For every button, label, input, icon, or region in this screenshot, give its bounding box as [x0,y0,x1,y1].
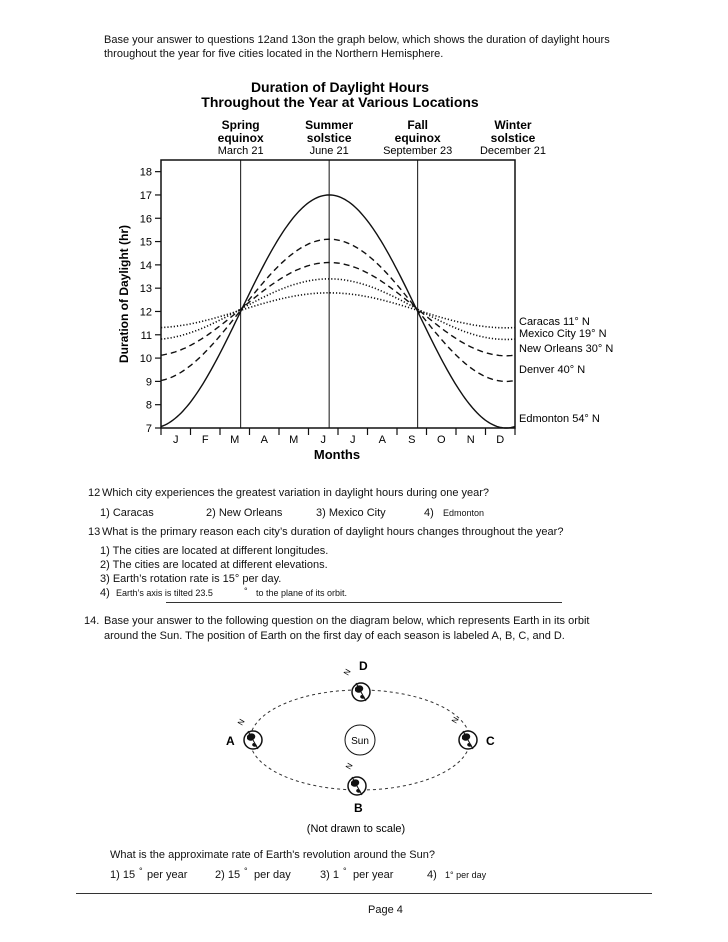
north-marker: N [449,715,461,725]
q14-option-3-text[interactable]: per year [353,869,394,881]
event-date: September 23 [383,145,453,157]
q14-number: 14. [84,615,100,627]
page-number: Page 4 [368,904,403,916]
month-label: A [260,434,268,446]
y-tick-label: 7 [145,423,152,435]
x-axis-label: Months [313,447,361,462]
q13-option-4-number[interactable]: 4) [100,587,110,599]
plot-area [161,160,515,428]
q14-option-3-degree: ° [343,866,347,876]
month-label: O [436,434,446,446]
event-name-line-1: Spring [221,118,260,132]
chart-title-line-1: Duration of Daylight Hours [250,79,430,95]
position-label-b: B [354,801,363,815]
month-label: J [350,434,356,446]
series-label: Caracas 11° N [519,316,590,328]
series-label: Edmonton 54° N [519,413,600,425]
month-label: J [320,434,326,446]
orbit-diagram [200,648,520,844]
position-label-c: C [486,734,495,748]
y-tick-label: 15 [139,236,152,249]
event-name-line-2: solstice [306,131,352,145]
event-lines [241,160,418,428]
q12-option-3[interactable]: 3) Mexico City [316,507,386,519]
north-marker: N [343,761,355,771]
y-tick-label: 10 [139,353,152,366]
sun-label: Sun [351,736,369,747]
y-tick-label: 16 [139,213,152,226]
event-date: December 21 [479,145,547,157]
month-label: M [289,434,299,446]
q12-question: Which city experiences the greatest variation in daylight hours during one year? [102,487,490,499]
chart-title-line-2: Throughout the Year at Various Locations [201,94,479,110]
event-name-line-1: Summer [305,118,354,132]
series-label: Denver 40° N [519,364,586,376]
month-label: J [173,434,179,446]
y-tick-label: 8 [145,399,152,412]
x-axis [161,428,515,446]
series-line-4 [161,195,515,428]
q12-option-4-text[interactable]: Edmonton [443,508,485,518]
series-labels [519,316,613,425]
earth-position-a[interactable] [226,717,262,749]
series-label: Mexico City 19° N [519,328,607,340]
q14-option-4-number[interactable]: 4) [427,869,437,881]
month-label: S [408,434,416,446]
q14-question: What is the approximate rate of Earth's revolution around the Sun? [110,849,435,861]
month-label: N [466,434,475,446]
plot-frame [161,160,515,428]
event-name-line-1: Winter [494,118,532,132]
q14-option-1-text[interactable]: per year [147,869,188,881]
north-marker: N [341,667,353,677]
q13-option-4-degree: ° [244,586,248,596]
q12-option-4-number[interactable]: 4) [424,507,434,519]
daylight-chart [100,72,614,472]
y-tick-label: 9 [145,376,152,389]
y-tick-label: 12 [139,306,152,319]
month-label: D [496,434,505,446]
q14-option-1-degree: ° [139,866,143,876]
intro-line-2: throughout the year for five cities located in the Northern Hemisphere. [104,48,444,60]
q13-number: 13 [88,526,101,538]
q13-question: What is the primary reason each city’s duration of daylight hours changes throughout the year? [102,526,564,538]
position-label-a: A [226,734,235,748]
y-tick-label: 18 [139,166,152,179]
y-tick-label: 11 [140,329,152,342]
month-label: M [230,434,240,446]
event-name-line-1: Fall [407,118,428,132]
q13-option-4-text-a[interactable]: Earth’s axis is tilted 23.5 [116,588,213,598]
series-line-3 [161,239,515,381]
y-tick-label: 17 [139,189,152,202]
q13-option-4-text-b[interactable]: to the plane of its orbit. [256,588,348,598]
earth-position-c[interactable] [450,715,495,749]
month-label: A [378,434,386,446]
footer-rule [76,893,652,894]
series-line-1 [161,279,515,340]
month-label: F [201,434,209,446]
intro-line-1: Base your answer to questions 12and 13on the graph below, which shows the duration of daylight hours [104,34,610,46]
event-labels [218,118,546,157]
q13-option-1[interactable]: 1) The cities are located at different longitudes. [100,545,329,557]
q14-option-3-number[interactable]: 3) 1 [320,869,339,881]
q14-intro-line-1: Base your answer to the following question on the diagram below, which represents Earth in its orbit [104,615,590,627]
series-label: New Orleans 30° N [519,343,614,355]
q14-option-1-number[interactable]: 1) 15 [110,869,136,881]
event-name-line-2: equinox [217,131,264,145]
q14-option-4-text[interactable]: 1° per day [445,870,487,880]
earth-position-b[interactable] [344,761,366,815]
position-label-d: D [359,659,368,673]
q12-option-2[interactable]: 2) New Orleans [206,507,283,519]
q13-option-2[interactable]: 2) The cities are located at different elevations. [100,559,328,571]
series-line-0 [161,293,515,328]
section-divider [166,602,562,603]
q14-intro-line-2: around the Sun. The position of Earth on the first day of each season is labeled A, B, C, and D. [104,630,565,642]
q13-option-3[interactable]: 3) Earth’s rotation rate is 15° per day. [100,573,282,585]
q14-option-2-number[interactable]: 2) 15 [215,869,241,881]
y-axis [140,167,161,435]
series-line-2 [161,263,515,356]
event-date: March 21 [217,145,264,157]
y-tick-label: 13 [139,283,152,296]
event-date: June 21 [309,145,349,157]
y-tick-label: 14 [139,259,152,272]
q14-option-2-text[interactable]: per day [254,869,291,881]
y-axis-label: Duration of Daylight (hr) [117,225,131,363]
q12-number: 12 [88,487,101,499]
series-group [161,195,515,428]
earth-position-d[interactable] [342,659,370,701]
event-name-line-2: solstice [490,131,536,145]
q14-option-2-degree: ° [244,866,248,876]
north-marker: N [235,717,247,727]
q12-option-1[interactable]: 1) Caracas [100,507,154,519]
diagram-caption: (Not drawn to scale) [306,823,406,835]
event-name-line-2: equinox [394,131,441,145]
